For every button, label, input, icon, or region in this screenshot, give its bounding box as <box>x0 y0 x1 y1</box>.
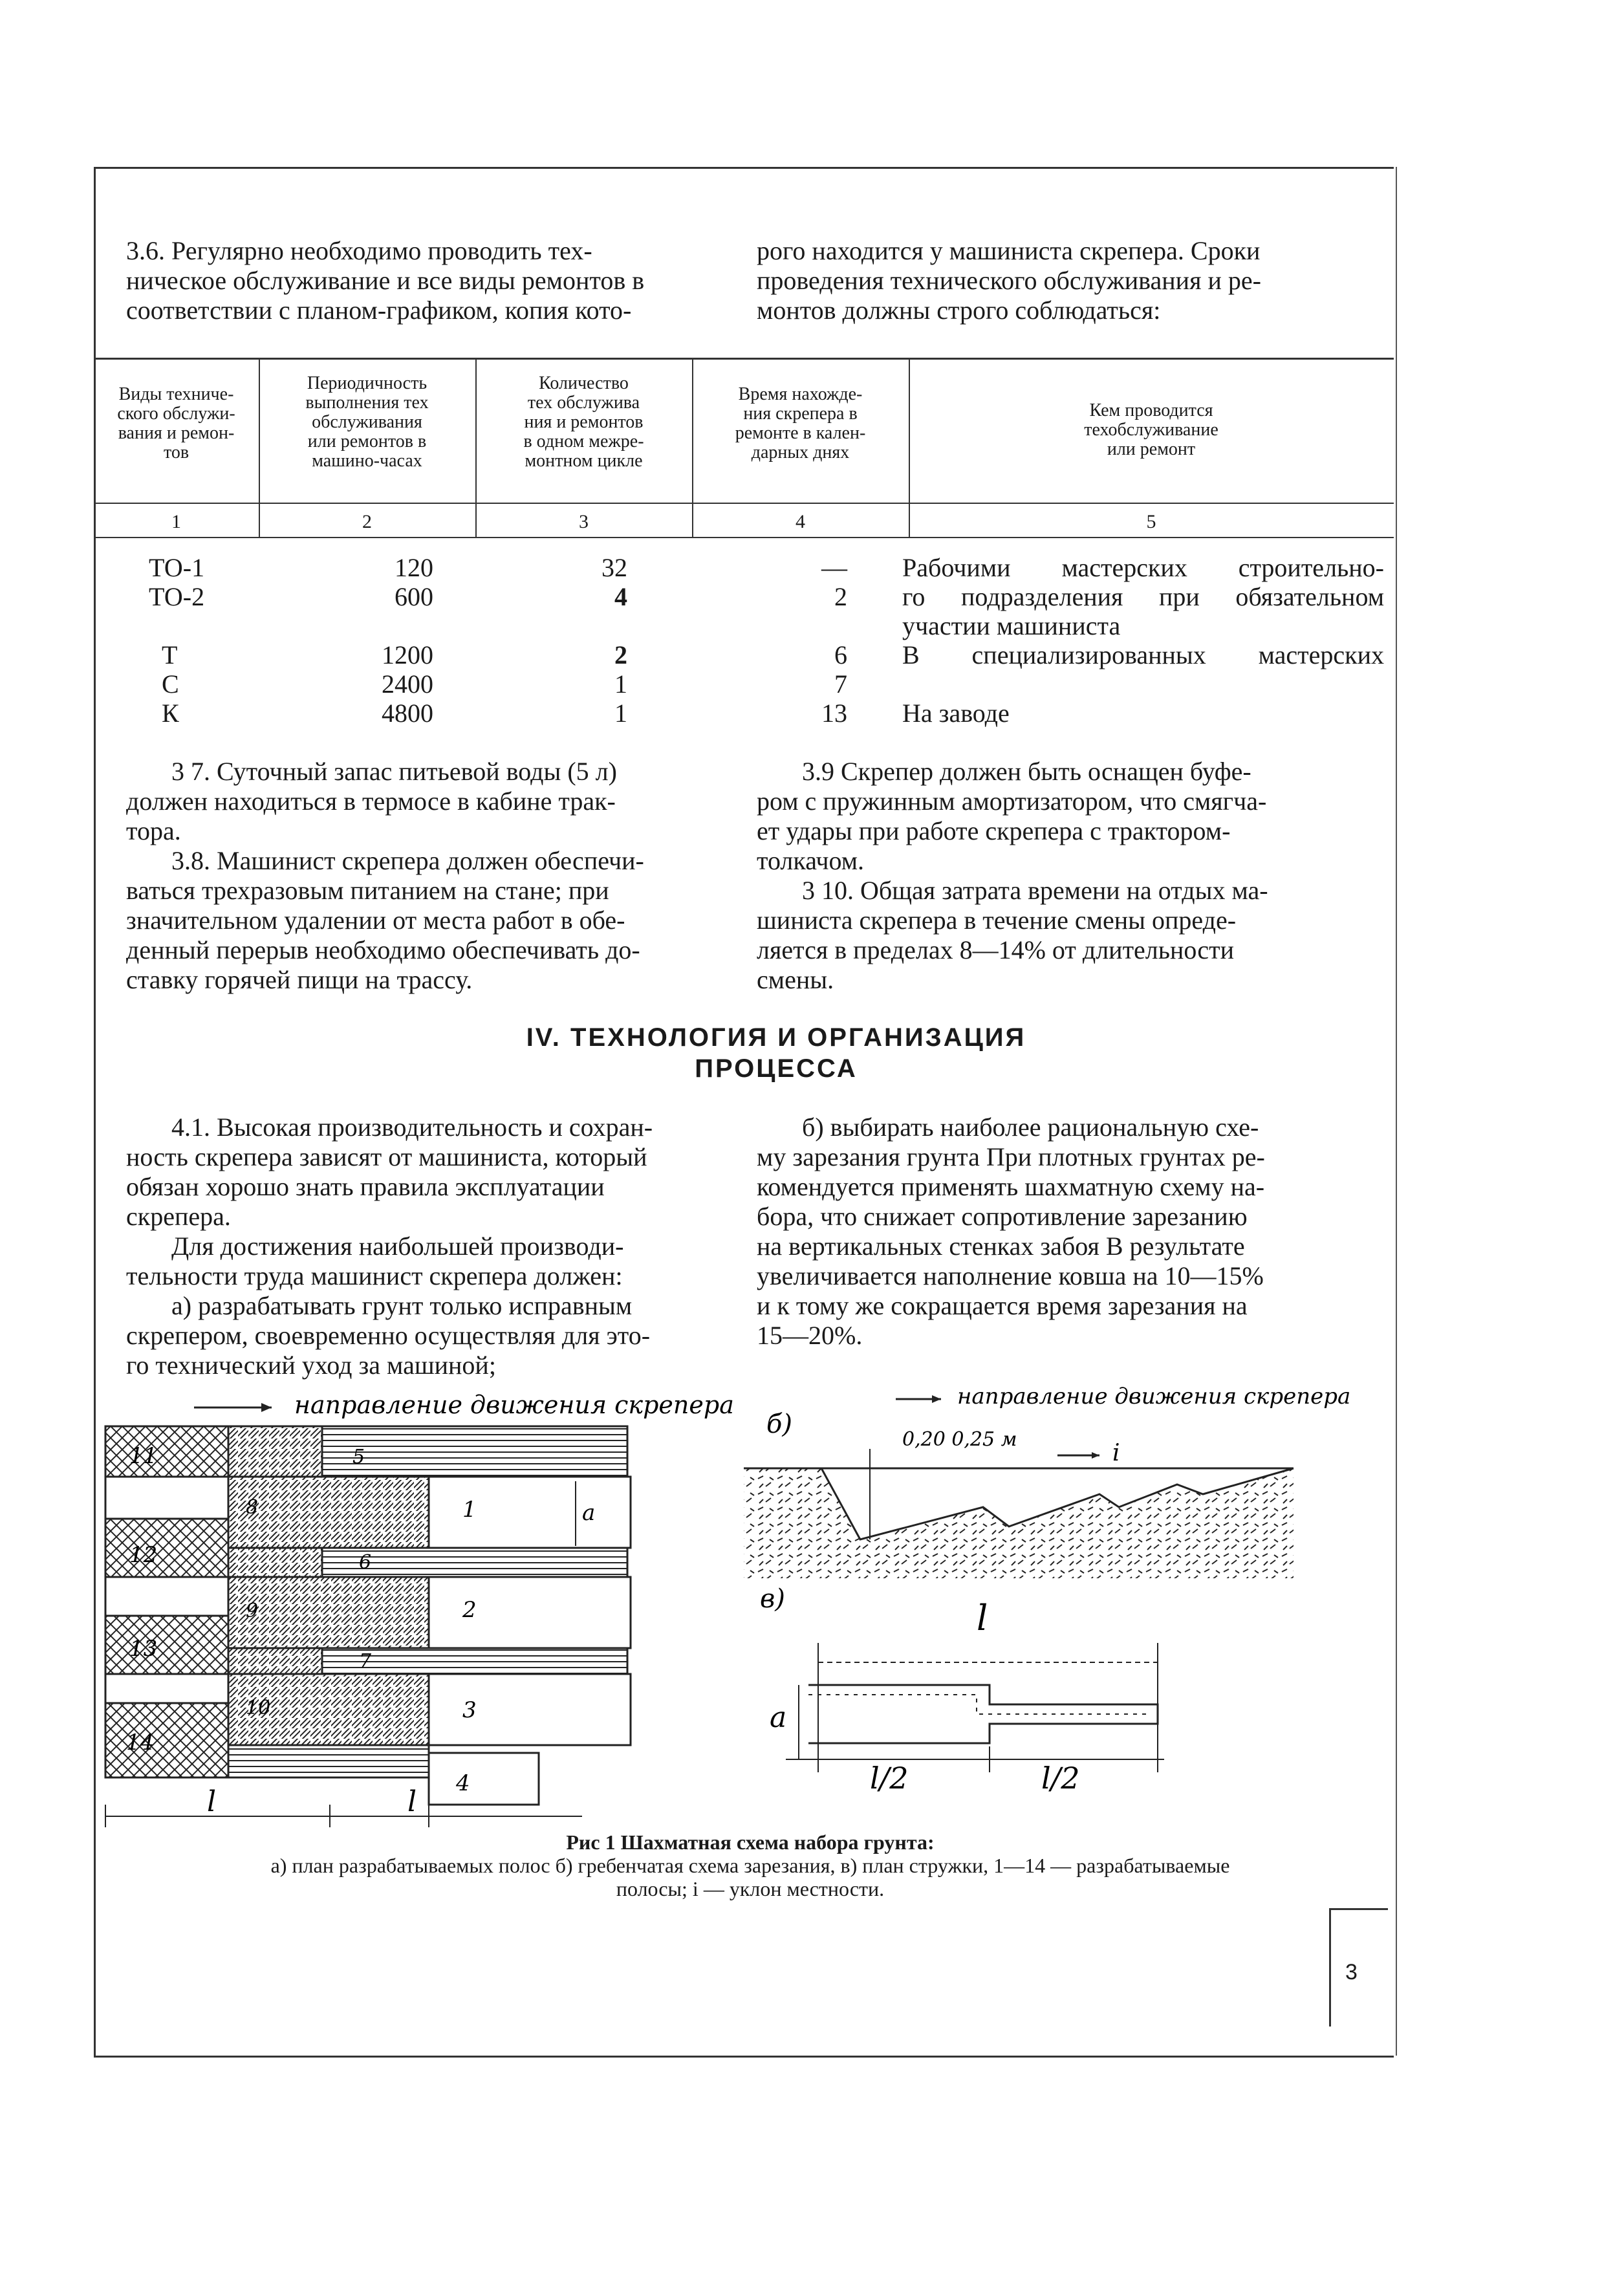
strip-8 <box>228 1477 429 1548</box>
text-line: 3 7. Суточный запас питьевой воды (5 л) <box>171 757 617 786</box>
strip-9 <box>228 1577 429 1648</box>
text-line: тельности труда машинист скрепера должен: <box>126 1261 623 1290</box>
strip-1 <box>429 1477 631 1548</box>
section-title-line: IV. ТЕХНОЛОГИЯ И ОРГАНИЗАЦИЯ <box>526 1023 1026 1052</box>
strip-number: 5 <box>352 1446 365 1468</box>
strip-extra <box>228 1745 429 1777</box>
strip-extra <box>228 1648 322 1674</box>
dimension-label: l <box>407 1785 417 1818</box>
text-line: 15—20%. <box>757 1321 863 1350</box>
column-number: 2 <box>362 511 372 532</box>
caption-line: а) план разрабатываемых полос б) гребенчатая схема зарезания, в) план стружки, 1—14 — разрабатываемые <box>270 1854 1230 1877</box>
section-title-line: ПРОЦЕССА <box>695 1054 858 1083</box>
figure-label: в) <box>760 1584 785 1614</box>
arrowhead-icon <box>261 1403 272 1412</box>
strip-number: 7 <box>359 1650 372 1673</box>
table-cell: 1200 <box>382 640 433 669</box>
text-line: му зарезания грунта При плотных грунтах ре- <box>757 1142 1265 1171</box>
text-line: обязан хорошо знать правила эксплуатации <box>126 1172 605 1201</box>
text-line: смены. <box>757 965 834 994</box>
caption-title: Рис 1 Шахматная схема набора грунта: <box>566 1831 935 1854</box>
text-line: монтов должны строго соблюдаться: <box>757 296 1161 325</box>
caption-line: полосы; i — уклон местности. <box>616 1877 885 1900</box>
dimension-label: l <box>977 1598 988 1638</box>
strip-2 <box>429 1577 631 1648</box>
table-cell: 32 <box>601 553 627 582</box>
table-cell: го подразделения при обязательном <box>902 582 1384 611</box>
strip-number: 14 <box>126 1730 155 1755</box>
table-cell: 2400 <box>382 669 433 699</box>
text-line: толкачом. <box>757 846 865 875</box>
table-cell: участии машиниста <box>902 611 1121 640</box>
dimension-label: l/2 <box>870 1761 909 1796</box>
text-line: 3.9 Скрепер должен быть оснащен буфе- <box>802 757 1251 786</box>
strip-number: 13 <box>129 1636 158 1662</box>
arrowhead-icon <box>932 1395 941 1403</box>
figure-label: б) <box>766 1409 793 1439</box>
text-line: бора, что снижает сопротивление зарезанию <box>757 1202 1248 1231</box>
text-line: ваться трехразовым питанием на стане; при <box>126 876 609 905</box>
table-header: Виды техниче- ского обслужи- вания и ремон- тов <box>117 384 235 462</box>
depth-label: 0,20 0,25 м <box>902 1428 1017 1451</box>
text-line: скрепером, своевременно осуществляя для это- <box>126 1321 651 1350</box>
text-line: скрепера. <box>126 1202 231 1231</box>
table-cell: ТО-1 <box>149 553 205 582</box>
table-cell: На заводе <box>902 699 1010 728</box>
text-line: б) выбирать наиболее рациональную схе- <box>802 1113 1259 1142</box>
text-line: ставку горячей пищи на трассу. <box>126 965 473 994</box>
table-cell: 600 <box>395 582 433 611</box>
text-line: го технический уход за машиной; <box>126 1351 496 1380</box>
page-number: 3 <box>1345 1960 1358 1984</box>
column-number: 5 <box>1146 511 1156 532</box>
column-number: 3 <box>579 511 589 532</box>
table-header: Кем проводится техобслуживание или ремонт <box>1084 400 1218 459</box>
column-number: 1 <box>171 511 181 532</box>
table-cell: Рабочими мастерских строительно- <box>902 553 1384 582</box>
table-cell: В специализированных мастерских <box>902 640 1384 669</box>
arrowhead-icon <box>1092 1452 1099 1459</box>
text-line: рого находится у машиниста скрепера. Сроки <box>757 236 1261 265</box>
figure-caption <box>116 1831 1384 1900</box>
strip-14 <box>105 1703 228 1777</box>
text-line: 4.1. Высокая производительность и сохран- <box>171 1113 653 1142</box>
text-line: ет удары при работе скрепера с трактором- <box>757 816 1231 845</box>
strip-number: 2 <box>462 1597 477 1623</box>
strip-number: 8 <box>246 1496 259 1519</box>
text-line: на вертикальных стенках забоя В результате <box>757 1232 1245 1261</box>
text-line: значительном удалении от места работ в обе- <box>126 906 625 935</box>
table-cell: ТО-2 <box>149 582 205 611</box>
text-line: увеличивается наполнение ковша на 10—15% <box>757 1261 1264 1290</box>
direction-label: направление движения скрепера <box>957 1384 1351 1409</box>
text-line: а) разрабатывать грунт только исправным <box>171 1291 633 1320</box>
strip-number: 6 <box>359 1551 372 1574</box>
table-header: Периодичность выполнения тех обслуживания или ремонтов в машино-часах <box>305 373 429 471</box>
text-line: ность скрепера зависят от машиниста, который <box>126 1142 647 1171</box>
strip-extra <box>228 1548 322 1577</box>
gap <box>105 1674 228 1703</box>
table-cell: 4800 <box>382 699 433 728</box>
table-cell: С <box>162 669 179 699</box>
strip-extra <box>228 1426 322 1477</box>
table-cell: 2 <box>834 582 847 611</box>
table-cell: 1 <box>614 699 627 728</box>
fig-b-profile <box>744 1384 1350 1578</box>
dimension-label: l/2 <box>1041 1761 1080 1796</box>
table-cell: 120 <box>395 553 433 582</box>
table-cell: 6 <box>834 640 847 669</box>
table-cell: 7 <box>834 669 847 699</box>
table-cell: — <box>821 553 847 582</box>
strip-number: 1 <box>462 1497 477 1523</box>
dimension-label: a <box>582 1500 596 1526</box>
text-line: ническое обслуживание и все виды ремонтов в <box>126 266 645 295</box>
slope-label: i <box>1112 1440 1120 1466</box>
text-line: и к тому же сокращается время зарезания на <box>757 1291 1248 1320</box>
text-line: ром с пружинным амортизатором, что смягча- <box>757 787 1267 816</box>
table-cell: 2 <box>614 640 627 669</box>
strip-12 <box>105 1519 228 1577</box>
strip-11 <box>105 1426 228 1477</box>
strip-4 <box>429 1753 539 1805</box>
table-cell: 4 <box>614 582 627 611</box>
table-cell: 13 <box>821 699 847 728</box>
fig-v-chip-plan <box>760 1584 1164 1796</box>
text-line: комендуется применять шахматную схему на- <box>757 1172 1265 1201</box>
strip-3 <box>429 1674 631 1745</box>
table-cell: 1 <box>614 669 627 699</box>
text-line: шиниста скрепера в течение смены опреде- <box>757 906 1237 935</box>
text-line: 3.6. Регулярно необходимо проводить тех- <box>126 236 592 265</box>
text-line: ляется в пределах 8—14% от длительности <box>757 935 1235 964</box>
table-cell: К <box>162 699 179 728</box>
text-line: должен находиться в термосе в кабине трак- <box>126 787 616 816</box>
strip-5 <box>322 1426 627 1477</box>
column-number: 4 <box>796 511 805 532</box>
strip-number: 4 <box>456 1770 470 1796</box>
table-header: Количество тех обслужива ния и ремонтов в одном межре- монтном цикле <box>523 373 644 471</box>
text-line: денный перерыв необходимо обеспечивать до- <box>126 935 640 964</box>
text-line: проведения технического обслуживания и ре- <box>757 266 1261 295</box>
text-line: соответствии с планом-графиком, копия кото- <box>126 296 632 325</box>
direction-label: направление движения скрепера <box>294 1391 734 1419</box>
page-number-box <box>1329 1908 1388 2027</box>
strip-number: 3 <box>462 1697 477 1723</box>
text-line: 3.8. Машинист скрепера должен обеспечи- <box>171 846 644 875</box>
text-line: 3 10. Общая затрата времени на отдых ма- <box>802 876 1268 905</box>
text-line: тора. <box>126 816 181 845</box>
dimension-label: a <box>770 1701 787 1734</box>
fig-a-plan <box>105 1391 734 1827</box>
strip-number: 12 <box>129 1542 158 1568</box>
table-header: Время нахожде- ния скрепера в ремонте в кален- дарных днях <box>735 384 866 462</box>
dimension-label: l <box>207 1785 217 1818</box>
strip-number: 11 <box>129 1443 158 1469</box>
strip-number: 9 <box>246 1600 259 1622</box>
strip-13 <box>105 1616 228 1674</box>
strip-number: 10 <box>246 1697 271 1719</box>
gap <box>105 1477 228 1519</box>
table-cell: Т <box>162 640 178 669</box>
text-line: Для достижения наибольшей производи- <box>171 1232 624 1261</box>
gap <box>105 1577 228 1616</box>
